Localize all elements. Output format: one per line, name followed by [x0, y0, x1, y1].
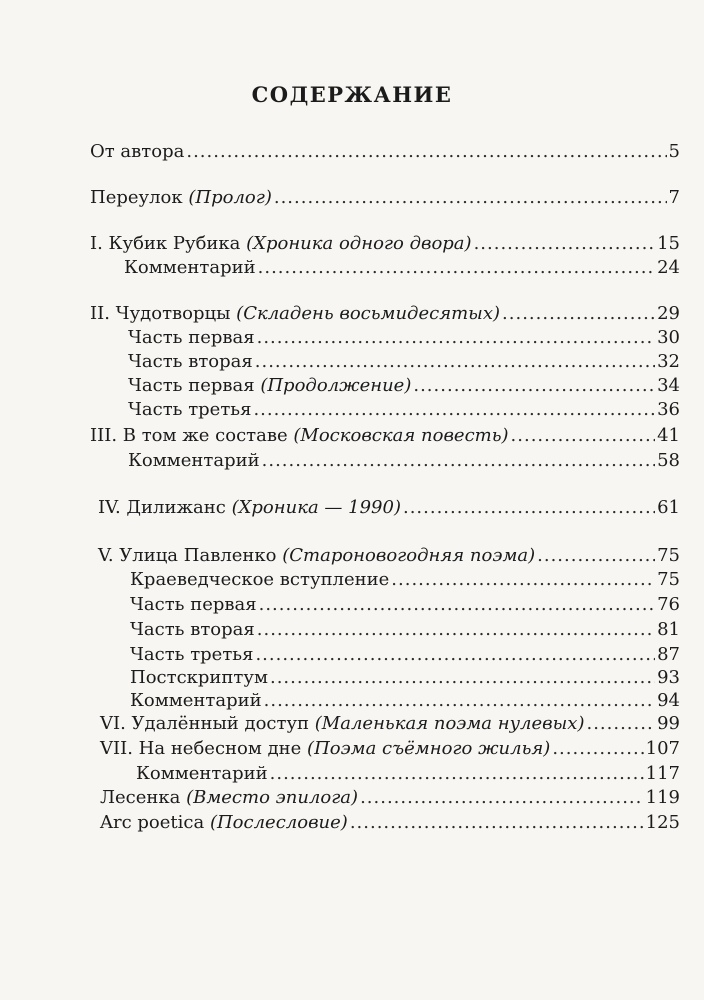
entry-title: Часть первая: [128, 327, 255, 348]
entry-title: I. Кубик Рубика (Хроника одного двора): [90, 233, 472, 254]
entry-page-number: 75: [657, 545, 680, 566]
entry-page-number: 30: [657, 327, 680, 348]
dot-leader: [586, 712, 655, 736]
dot-leader: [255, 643, 655, 667]
entry-title: Часть первая (Продолжение): [128, 375, 412, 396]
entry-page-number: 29: [657, 303, 680, 324]
entry-title: V. Улица Павленко (Староновогодняя поэма): [98, 545, 536, 566]
entry-title: Комментарий: [136, 763, 268, 784]
dot-leader: [262, 449, 655, 473]
toc-entry: [90, 424, 680, 448]
entry-page-number: 76: [657, 594, 680, 615]
dot-leader: [391, 568, 655, 592]
entry-page-number: 34: [657, 375, 680, 396]
dot-leader: [186, 140, 666, 164]
toc-subentry: [128, 449, 680, 473]
toc-subentry: [130, 666, 680, 690]
toc-subentry: [136, 762, 680, 786]
toc-entry: [100, 811, 680, 835]
dot-leader: [257, 326, 655, 350]
toc-subentry: [128, 374, 680, 398]
toc-title: СОДЕРЖАНИЕ: [251, 82, 453, 107]
entry-page-number: 119: [645, 787, 680, 808]
entry-title: IV. Дилижанс (Хроника — 1990): [98, 497, 401, 518]
toc-entry: [90, 232, 680, 256]
entry-page-number: 15: [657, 233, 680, 254]
entry-title: Arc poetica (Послесловие): [100, 812, 348, 833]
toc-entry: [98, 496, 680, 520]
dot-leader: [253, 398, 655, 422]
entry-page-number: 93: [657, 667, 680, 688]
entry-page-number: 36: [657, 399, 680, 420]
dot-leader: [270, 762, 644, 786]
toc-subentry: [130, 568, 680, 592]
entry-page-number: 5: [668, 141, 680, 162]
toc-subentry: [128, 398, 680, 422]
toc-subentry: [124, 256, 680, 280]
entry-page-number: 94: [657, 690, 680, 711]
toc-entry: [100, 712, 680, 736]
entry-page-number: 24: [657, 257, 680, 278]
toc-entry: [100, 786, 680, 810]
entry-title: Комментарий: [124, 257, 256, 278]
entry-page-number: 81: [657, 619, 680, 640]
dot-leader: [259, 593, 655, 617]
toc-entry: [98, 544, 680, 568]
dot-leader: [552, 737, 643, 761]
dot-leader: [350, 811, 644, 835]
entry-page-number: 32: [657, 351, 680, 372]
dot-leader: [537, 544, 655, 568]
entry-title: Часть вторая: [130, 619, 255, 640]
toc-entry: [100, 737, 680, 761]
toc-entry: [90, 186, 680, 210]
toc-subentry: [128, 326, 680, 350]
entry-title: Переулок (Пролог): [90, 187, 272, 208]
entry-title: VII. На небесном дне (Поэма съёмного жилья): [100, 738, 551, 759]
toc-subentry: [130, 593, 680, 617]
entry-title: От автора: [90, 141, 185, 162]
entry-page-number: 107: [645, 738, 680, 759]
toc-entry: [90, 302, 680, 326]
dot-leader: [255, 350, 655, 374]
entry-page-number: 125: [645, 812, 680, 833]
toc-subentry: [130, 643, 680, 667]
dot-leader: [474, 232, 656, 256]
entry-title: Часть вторая: [128, 351, 253, 372]
dot-leader: [274, 186, 667, 210]
entry-title: Лесенка (Вместо эпилога): [100, 787, 359, 808]
entry-page-number: 75: [657, 569, 680, 590]
entry-title: Краеведческое вступление: [130, 569, 390, 590]
entry-title: Постскриптум: [130, 667, 268, 688]
entry-title: II. Чудотворцы (Складень восьмидесятых): [90, 303, 501, 324]
dot-leader: [511, 424, 656, 448]
entry-title: Часть первая: [130, 594, 257, 615]
dot-leader: [413, 374, 655, 398]
dot-leader: [258, 256, 655, 280]
entry-page-number: 58: [657, 450, 680, 471]
dot-leader: [403, 496, 655, 520]
entry-page-number: 87: [657, 644, 680, 665]
entry-page-number: 117: [645, 763, 680, 784]
toc-subentry: [130, 689, 680, 713]
entry-title: Комментарий: [130, 690, 262, 711]
dot-leader: [502, 302, 655, 326]
dot-leader: [270, 666, 655, 690]
entry-page-number: 61: [657, 497, 680, 518]
dot-leader: [264, 689, 655, 713]
entry-title: Комментарий: [128, 450, 260, 471]
entry-title: Часть третья: [130, 644, 254, 665]
toc-subentry: [128, 350, 680, 374]
dot-leader: [257, 618, 655, 642]
entry-page-number: 7: [668, 187, 680, 208]
toc-entry: [90, 140, 680, 164]
dot-leader: [360, 786, 644, 810]
entry-page-number: 41: [657, 425, 680, 446]
entry-page-number: 99: [657, 713, 680, 734]
entry-title: III. В том же составе (Московская повесть): [90, 425, 509, 446]
entry-title: Часть третья: [128, 399, 252, 420]
toc-subentry: [130, 618, 680, 642]
entry-title: VI. Удалённый доступ (Маленькая поэма нулевых): [100, 713, 585, 734]
